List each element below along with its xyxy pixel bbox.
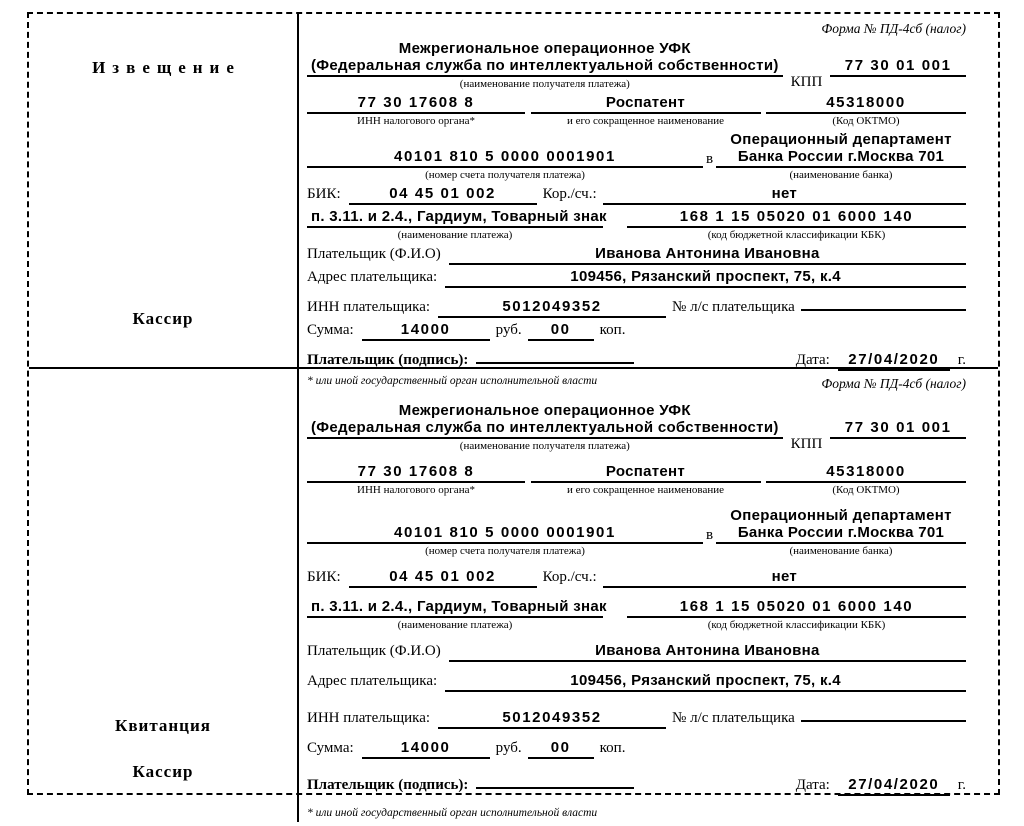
year-label: г. — [957, 777, 967, 793]
recipient-line1: Межрегиональное операционное УФК — [398, 402, 691, 419]
section-title: Извещение — [92, 58, 241, 77]
payer-inn-row — [307, 291, 966, 318]
payment-name-value: п. 3.11. и 2.4., Гардиум, Товарный знак — [307, 598, 603, 618]
payment-name-caption: (наименование платежа) — [397, 619, 513, 631]
bank-field — [716, 131, 966, 182]
sum-row — [307, 739, 966, 759]
short-name-value: Роспатент — [531, 94, 761, 114]
kbk-value: 168 1 15 05020 01 6000 140 — [627, 208, 966, 228]
address-label: Адрес плательщика: — [307, 673, 438, 689]
form-area-kvitanciya — [299, 369, 998, 822]
sum-row — [307, 321, 966, 341]
form-code-row — [307, 376, 966, 392]
oktmo-field — [766, 94, 966, 128]
oktmo-value: 45318000 — [766, 94, 966, 114]
rub-label: руб. — [495, 322, 522, 338]
form-code-row — [307, 21, 966, 37]
section-izveshchenie — [29, 14, 998, 387]
bank-line1: Операционный департамент — [730, 507, 952, 524]
in-bank-label: в — [705, 151, 714, 167]
payer-label: Плательщик (Ф.И.О) — [307, 643, 441, 659]
account-field — [307, 148, 703, 182]
kpp-value: 77 30 01 001 — [830, 419, 966, 439]
sum-label: Сумма: — [307, 740, 354, 756]
bank-line2: Банка России г.Москва 701 — [716, 524, 966, 544]
account-caption: (номер счета получателя платежа) — [425, 169, 585, 181]
personal-account-value-blank — [801, 702, 966, 722]
payer-row — [307, 245, 966, 265]
short-name-caption: и его сокращенное наименование — [567, 484, 724, 496]
account-caption: (номер счета получателя платежа) — [425, 545, 585, 557]
korsch-value: нет — [603, 568, 966, 588]
payment-name-caption: (наименование платежа) — [397, 229, 513, 241]
recipient-line2: (Федеральная служба по интеллектуальной собственности) — [307, 419, 783, 439]
sum-label: Сумма: — [307, 322, 354, 338]
bank-caption: (наименование банка) — [789, 169, 893, 181]
tax-inn-field — [307, 463, 525, 497]
form-code: Форма № ПД-4сб (налог) — [821, 376, 966, 391]
in-bank-label: в — [705, 527, 714, 543]
date-label: Дата: — [795, 777, 830, 793]
payment-kbk-row — [307, 208, 966, 242]
address-label: Адрес плательщика: — [307, 269, 438, 285]
signature-date-row — [307, 769, 966, 796]
kbk-caption: (код бюджетной классификации КБК) — [707, 229, 886, 241]
sum-value: 14000 — [362, 321, 490, 341]
bank-line2: Банка России г.Москва 701 — [716, 148, 966, 168]
oktmo-caption: (Код ОКТМО) — [832, 115, 900, 127]
bik-label: БИК: — [307, 569, 341, 585]
signature-label: Плательщик (подпись): — [307, 352, 469, 368]
recipient-line1: Межрегиональное операционное УФК — [398, 40, 691, 57]
account-bank-row — [307, 507, 966, 558]
personal-account-label: № л/с плательщика — [672, 299, 795, 315]
bank-field — [716, 507, 966, 558]
rub-label: руб. — [495, 740, 522, 756]
kpp-label: КПП — [790, 436, 823, 452]
payer-value: Иванова Антонина Ивановна — [449, 642, 966, 662]
payment-form-sheet — [27, 12, 1000, 819]
date-value: 27/04/2020 — [838, 351, 950, 371]
bank-caption: (наименование банка) — [789, 545, 893, 557]
payer-inn-row — [307, 702, 966, 729]
kbk-field — [627, 208, 966, 242]
kbk-caption: (код бюджетной классификации КБК) — [707, 619, 886, 631]
korsch-value: нет — [603, 185, 966, 205]
payer-label: Плательщик (Ф.И.О) — [307, 246, 441, 262]
korsch-label: Кор./сч.: — [542, 186, 597, 202]
footnote: * или иной государственный орган исполнительной власти — [307, 807, 598, 819]
address-value: 109456, Рязанский проспект, 75, к.4 — [445, 672, 966, 692]
year-label: г. — [957, 352, 967, 368]
payment-name-field — [307, 598, 607, 632]
recipient-row — [307, 402, 966, 453]
signature-blank — [476, 769, 634, 789]
short-name-caption: и его сокращенное наименование — [567, 115, 724, 127]
korsch-label: Кор./сч.: — [542, 569, 597, 585]
side-column-izveshchenie — [29, 14, 299, 367]
account-bank-row — [307, 131, 966, 182]
recipient-name-field — [307, 40, 783, 91]
kop-label: коп. — [599, 322, 626, 338]
oktmo-caption: (Код ОКТМО) — [832, 484, 900, 496]
bik-label: БИК: — [307, 186, 341, 202]
bik-row — [307, 568, 966, 588]
date-label: Дата: — [795, 352, 830, 368]
payer-inn-value: 5012049352 — [438, 298, 666, 318]
kop-label: коп. — [599, 740, 626, 756]
address-row — [307, 268, 966, 288]
tax-inn-value: 77 30 17608 8 — [307, 94, 525, 114]
sum-value: 14000 — [362, 739, 490, 759]
payer-inn-label: ИНН плательщика: — [307, 299, 431, 315]
tax-inn-caption: ИНН налогового органа* — [357, 484, 475, 496]
tax-inn-field — [307, 94, 525, 128]
payer-row — [307, 642, 966, 662]
kbk-field — [627, 598, 966, 632]
footnote: * или иной государственный орган исполнительной власти — [307, 375, 598, 387]
oktmo-field — [766, 463, 966, 497]
payer-inn-value: 5012049352 — [438, 709, 666, 729]
payment-name-value: п. 3.11. и 2.4., Гардиум, Товарный знак — [307, 208, 603, 228]
kpp-field — [830, 57, 966, 77]
bik-value: 04 45 01 002 — [349, 185, 537, 205]
personal-account-label: № л/с плательщика — [672, 710, 795, 726]
kop-value: 00 — [528, 739, 594, 759]
footnote-row — [307, 806, 966, 819]
oktmo-value: 45318000 — [766, 463, 966, 483]
short-name-field — [531, 463, 761, 497]
form-area-izveshchenie — [299, 14, 998, 387]
kpp-value: 77 30 01 001 — [830, 57, 966, 77]
recipient-row — [307, 40, 966, 91]
short-name-value: Роспатент — [531, 463, 761, 483]
payment-name-field — [307, 208, 607, 242]
section-title: Квитанция — [115, 716, 211, 735]
side-column-kvitanciya — [29, 369, 299, 822]
date-value: 27/04/2020 — [838, 776, 950, 796]
short-name-field — [531, 94, 761, 128]
bank-line1: Операционный департамент — [730, 131, 952, 148]
cashier-label: Кассир — [132, 762, 194, 781]
personal-account-value-blank — [801, 291, 966, 311]
form-code: Форма № ПД-4сб (налог) — [821, 21, 966, 36]
tax-inn-caption: ИНН налогового органа* — [357, 115, 475, 127]
kpp-field — [830, 419, 966, 439]
payer-value: Иванова Антонина Ивановна — [449, 245, 966, 265]
section-kvitanciya — [29, 367, 998, 822]
signature-label: Плательщик (подпись): — [307, 777, 469, 793]
recipient-line2: (Федеральная служба по интеллектуальной собственности) — [307, 57, 783, 77]
bik-value: 04 45 01 002 — [349, 568, 537, 588]
address-row — [307, 672, 966, 692]
signature-blank — [476, 344, 634, 364]
account-value: 40101 810 5 0000 0001901 — [307, 524, 703, 544]
payment-kbk-row — [307, 598, 966, 632]
account-value: 40101 810 5 0000 0001901 — [307, 148, 703, 168]
kop-value: 00 — [528, 321, 594, 341]
tax-org-row — [307, 94, 966, 128]
recipient-caption: (наименование получателя платежа) — [459, 78, 630, 90]
tax-inn-value: 77 30 17608 8 — [307, 463, 525, 483]
payer-inn-label: ИНН плательщика: — [307, 710, 431, 726]
recipient-name-field — [307, 402, 783, 453]
kbk-value: 168 1 15 05020 01 6000 140 — [627, 598, 966, 618]
kpp-label: КПП — [790, 74, 823, 90]
address-value: 109456, Рязанский проспект, 75, к.4 — [445, 268, 966, 288]
bik-row — [307, 185, 966, 205]
recipient-caption: (наименование получателя платежа) — [459, 440, 630, 452]
tax-org-row — [307, 463, 966, 497]
cashier-label: Кассир — [132, 309, 194, 328]
account-field — [307, 524, 703, 558]
